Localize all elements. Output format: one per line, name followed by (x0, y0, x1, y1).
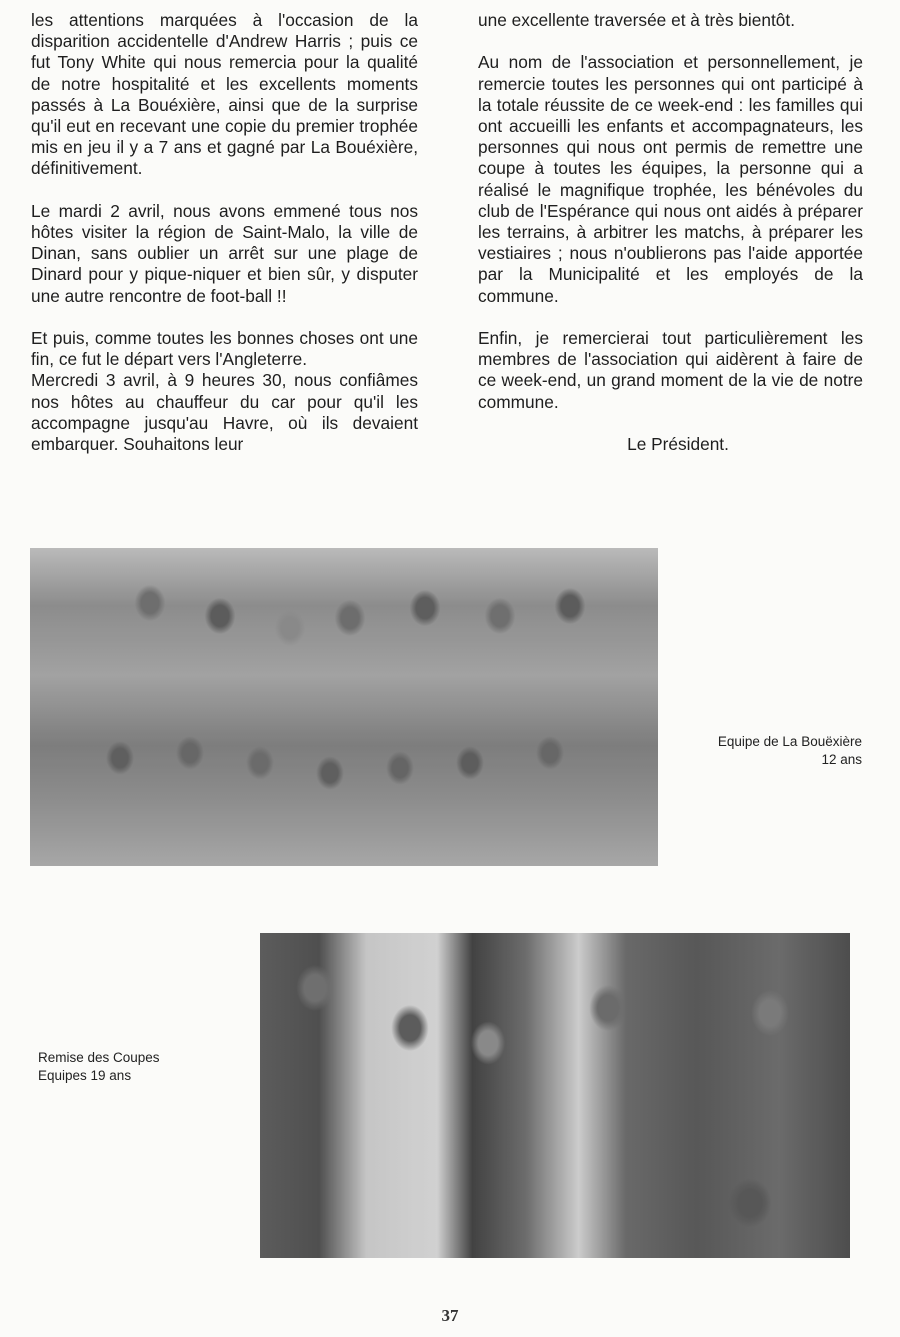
paragraph: les attentions marquées à l'occasion de la disparition accidentelle d'Andrew Harris ; puis ce fut Tony White qui nous remercia pour la qualité de notre hospitalité et les excellents moments passés à La Bouéxière, ainsi que de la surprise qu'il eut en recevant une copie du premier trophée mis en jeu il y a 7 ans et gagné par La Bouéxière, définitivement. (31, 10, 418, 179)
caption-line: Equipe de La Bouëxière (717, 734, 862, 749)
article-left-column (31, 10, 418, 476)
team-photo-caption (666, 733, 862, 769)
caption-line: Remise des Coupes (38, 1050, 160, 1065)
caption-line: Equipes 19 ans (38, 1068, 132, 1083)
paragraph: Mercredi 3 avril, à 9 heures 30, nous confiâmes nos hôtes au chauffeur du car pour qu'il les accompagne jusqu'au Havre, où ils devaient embarquer. Souhaitons leur (31, 370, 418, 455)
caption-line: 12 ans (821, 752, 862, 767)
paragraph: une excellente traversée et à très bientôt. (478, 10, 796, 30)
signature: Le Président. (627, 434, 729, 455)
paragraph: Au nom de l'association et personnellement, je remercie toutes les personnes qui ont participé à la totale réussite de ce week-end : les familles qui ont accueilli les enfants et accompagnateurs, les personnes qui nous ont permis de remettre une coupe à toutes les équipes, la personne qui a réalisé le magnifique trophée, les bénévoles du club de l'Espérance qui nous ont aidés à préparer les terrains, à arbitrer les matchs, à préparer les vestiaires ; nous n'oublierons pas l'aide apportée par la Municipalité et les employés de la commune. (478, 52, 863, 306)
paragraph: Enfin, je remercierai tout particulièrement les membres de l'association qui aidèrent à faire de ce week-end, un grand moment de la vie de notre commune. (478, 328, 863, 412)
article-right-column (478, 10, 863, 476)
team-photo (30, 548, 658, 866)
trophy-presentation-photo (260, 933, 850, 1258)
page-number: 37 (441, 1306, 459, 1325)
paragraph: Et puis, comme toutes les bonnes choses ont une fin, ce fut le départ vers l'Angleterre. (31, 328, 418, 370)
trophy-photo-caption (38, 1049, 238, 1085)
paragraph: Le mardi 2 avril, nous avons emmené tous nos hôtes visiter la région de Saint-Malo, la ville de Dinan, sans oublier un arrêt sur une plage de Dinard pour y pique-niquer et bien sûr, y disputer une autre rencontre de foot-ball !! (31, 200, 418, 306)
